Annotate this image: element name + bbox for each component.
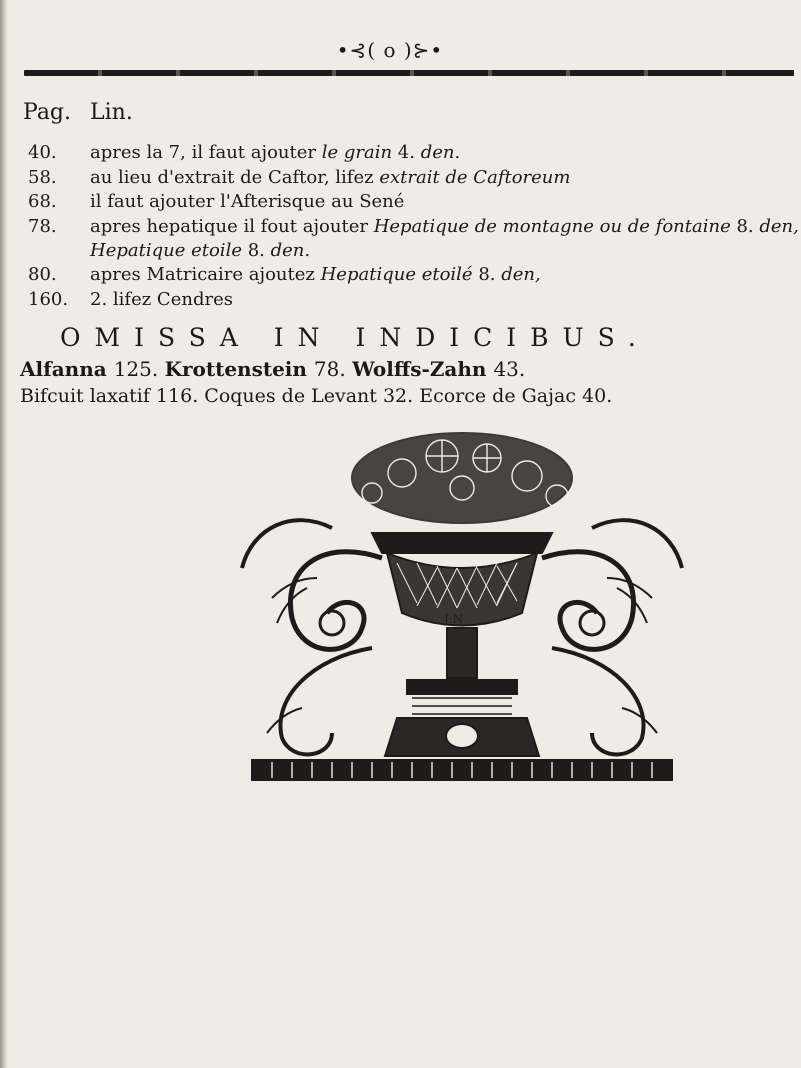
errata-text [90,142,460,164]
errata-text-part: den, [501,264,541,285]
errata-text-part: Hepatique etoilé [320,264,473,285]
column-header-pag: Pag. [23,100,72,125]
german-index-line [20,357,525,381]
errata-text-part: apres Matricaire ajoutez [90,264,321,285]
german-entry-part: 125. [113,357,165,381]
vase-ornament [212,418,712,786]
errata-text [90,191,404,213]
errata-text-part: le grain [321,142,393,163]
errata-page-number: 68. [28,191,57,212]
errata-text-part: 2. lifez Cendres [90,289,233,310]
errata-text-part: apres hepatique il fout ajouter [90,216,374,237]
errata-text-part: den. [420,142,461,163]
errata-text-part: 4. [392,142,421,163]
column-header-lin: Lin. [90,100,133,125]
errata-text-part: au lieu d'extrait de Caftor, lifez [90,167,380,188]
german-entry-part: Alfanna [20,357,114,381]
page-number: o [383,38,397,62]
errata-text-part: 8. [241,240,271,261]
errata-text-part: extrait de Caftoreum [379,167,571,188]
errata-text [90,264,541,286]
errata-text-part: den, [759,216,799,237]
errata-text-part: Hepatique etoile [90,240,242,261]
errata-text-part: 8. [730,216,760,237]
header-rule [24,70,794,76]
page-header [290,38,490,64]
errata-text-part: den. [270,240,311,261]
errata-page-number: 160. [28,289,69,310]
omissa-heading: OMISSA IN INDICIBUS. [60,323,650,352]
page-edge-shadow [0,0,8,1068]
errata-text-part: apres la 7, il faut ajouter [90,142,322,163]
cherub-face [446,724,478,748]
german-entry-part: 78. [313,357,353,381]
errata-text [90,167,570,189]
flower-bouquet [352,433,572,523]
header-ornament-right: )⊱• [403,38,444,62]
german-entry-part: 43. [493,357,526,381]
header-ornament-left: •⊰( [336,38,377,62]
errata-text-part: Hepatique de montagne ou de fontaine [373,216,731,237]
errata-page-number: 80. [28,264,57,285]
german-entry-part: Wolffs-Zahn [352,357,494,381]
errata-page-number: 40. [28,142,57,163]
monogram: J·N [444,612,464,626]
errata-text [90,216,799,238]
german-entry-part: Krottenstein [164,357,314,381]
errata-page-number: 78. [28,216,57,237]
errata-page-number: 58. [28,167,57,188]
errata-text-part: 8. [472,264,502,285]
french-index-line: Bifcuit laxatif 116. Coques de Levant 32. Ecorce de Gajac 40. [20,385,613,407]
errata-text [90,289,233,311]
errata-text-part: il faut ajouter l'Afterisque au Sené [90,191,405,212]
errata-text-continuation [90,240,310,262]
